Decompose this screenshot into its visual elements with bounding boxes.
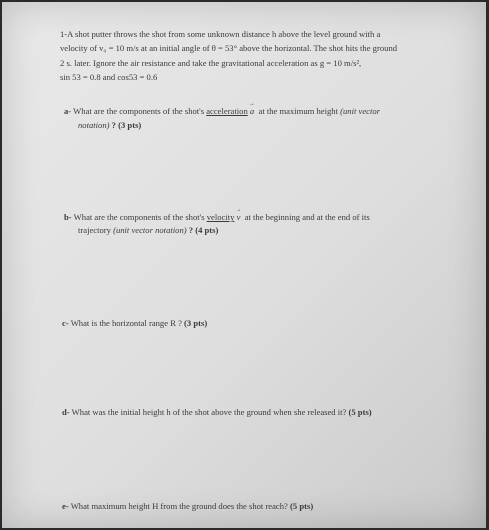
- question-c-points: (3 pts): [184, 318, 208, 328]
- question-b-line-2: [78, 225, 218, 236]
- question-b-note: (unit vector notation): [113, 225, 187, 235]
- question-b-pre: What are the components of the shot's: [73, 212, 205, 222]
- question-b-points: ? (4 pts): [188, 225, 219, 235]
- question-a-points: ? (3 pts): [111, 120, 142, 130]
- question-d-text: What was the initial height h of the shot above the ground when she released it?: [71, 407, 347, 417]
- question-d-points: (5 pts): [348, 407, 372, 417]
- question-a-line-2: [78, 120, 141, 131]
- intro-line-4: sin 53 = 0.8 and cos53 = 0.6: [60, 72, 158, 82]
- question-a: [64, 106, 380, 117]
- question-e-text: What maximum height H from the ground does the shot reach?: [70, 501, 288, 511]
- question-c-letter: c-: [62, 318, 69, 328]
- acceleration-vector-symbol: → a: [250, 106, 254, 117]
- question-a-post: at the maximum height: [258, 106, 338, 116]
- question-b-term: velocity: [206, 212, 235, 222]
- question-a-note: (unit vector: [340, 106, 380, 116]
- question-a-note-2: notation): [78, 120, 110, 130]
- question-b-trajectory: trajectory: [78, 225, 111, 235]
- question-b-post: at the beginning and at the end of its: [244, 212, 370, 222]
- exam-sheet: [2, 2, 486, 528]
- question-e: [62, 501, 313, 512]
- intro-line-3: 2 s. later. Ignore the air resistance and take the gravitational acceleration as g = 10 m/s²,: [60, 58, 362, 68]
- question-c: [62, 318, 207, 329]
- question-e-letter: e-: [62, 501, 69, 511]
- question-a-term: acceleration: [206, 106, 248, 116]
- intro-line-1: 1-A shot putter throws the shot from some unknown distance h above the level ground with a: [60, 29, 381, 39]
- question-d-letter: d-: [62, 407, 70, 417]
- question-b: [64, 212, 370, 223]
- velocity-vector-symbol: → v: [237, 212, 241, 223]
- question-b-letter: b-: [64, 212, 72, 222]
- question-e-points: (5 pts): [290, 501, 314, 511]
- intro-line-2: velocity of v₀ = 10 m/s at an initial angle of θ = 53° above the horizontal. The shot hits the ground: [60, 43, 398, 53]
- question-d: [62, 407, 372, 418]
- question-a-letter: a-: [64, 106, 72, 116]
- question-a-pre: What are the components of the shot's: [73, 106, 205, 116]
- question-c-text: What is the horizontal range R ?: [70, 318, 182, 328]
